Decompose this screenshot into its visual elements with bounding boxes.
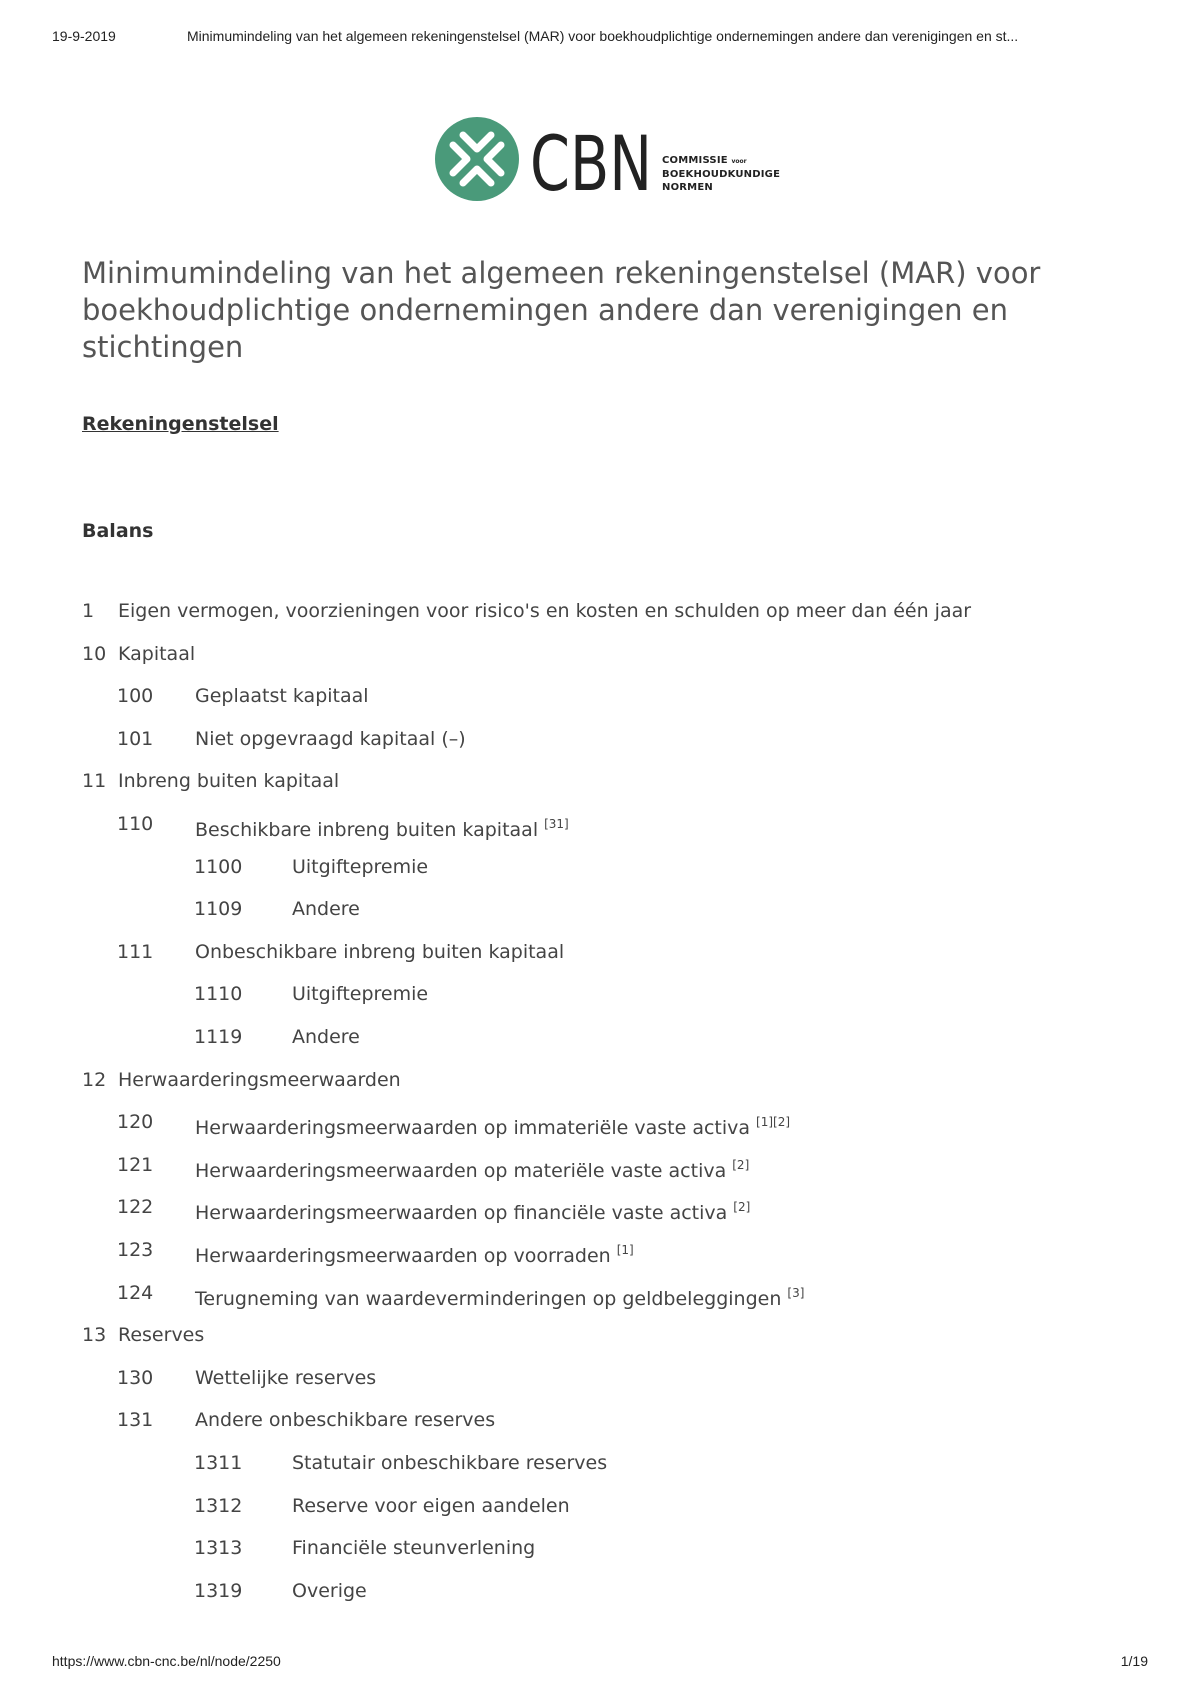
account-label-text: Kapitaal [118,643,196,665]
account-label-text: Financiële steunverlening [292,1537,536,1559]
account-code: 123 [117,1239,154,1261]
account-code: 122 [117,1196,154,1218]
account-code: 110 [117,813,154,835]
account-code: 13 [82,1324,107,1346]
account-code: 121 [117,1154,154,1176]
account-label-text: Geplaatst kapitaal [195,685,369,707]
account-label [195,724,466,754]
account-code: 10 [82,643,107,665]
account-code: 124 [117,1282,154,1304]
account-label [292,1576,367,1606]
account-label-text: Reserve voor eigen aandelen [292,1495,570,1517]
account-label-text: Statutair onbeschikbare reserves [292,1452,608,1474]
print-date: 19-9-2019 [52,28,116,44]
account-label [195,681,369,711]
account-label [292,852,428,882]
account-label-text: Andere [292,898,360,920]
cbn-tagline: COMMISSIE voor BOEKHOUDKUNDIGE NORMEN [662,155,781,193]
account-label [195,1235,634,1271]
account-label [118,1065,401,1095]
account-label [292,1533,535,1563]
account-code: 1109 [194,898,243,920]
account-label [292,1022,360,1052]
account-label-text: Terugneming van waardeverminderingen op geldbeleggingen [195,1288,782,1310]
account-label-text: Wettelijke reserves [195,1367,377,1389]
account-code: 1100 [194,856,243,878]
account-label [118,639,195,669]
account-label-text: Herwaarderingsmeerwaarden [118,1069,401,1091]
account-label [195,1405,495,1435]
account-code: 130 [117,1367,154,1389]
account-label [195,809,569,845]
account-label [292,894,360,924]
account-label-text: Reserves [118,1324,205,1346]
account-code: 100 [117,685,154,707]
cbn-wordmark: CBN [530,119,652,206]
account-code: 1119 [194,1026,243,1048]
account-label [292,979,428,1009]
account-code: 111 [117,941,154,963]
account-label-text: Uitgiftepremie [292,983,429,1005]
footnote-reference[interactable]: [2] [733,1200,751,1214]
account-label [118,766,339,796]
account-label [195,1107,790,1143]
account-label [195,1278,804,1314]
account-label [118,596,971,626]
account-label [195,1363,376,1393]
account-label-text: Niet opgevraagd kapitaal (–) [195,728,466,750]
cbn-logo-mark [430,112,660,206]
page-number: 1/19 [1120,1653,1148,1669]
account-code: 11 [82,770,107,792]
footnote-reference[interactable]: [2] [732,1158,750,1172]
account-code: 101 [117,728,154,750]
page-title: Minimumindeling van het algemeen rekeningenstelsel (MAR) voor boekhoudplichtige ondernemingen andere dan verenigingen en stichtingen [82,256,1041,364]
account-label-text: Beschikbare inbreng buiten kapitaal [195,819,539,841]
account-code: 12 [82,1069,107,1091]
print-document-title: Minimumindeling van het algemeen rekeningenstelsel (MAR) voor boekhoudplichtige ondernemingen andere dan verenigingen en st... [187,28,1019,44]
account-label [118,1320,204,1350]
account-code: 1319 [194,1580,243,1602]
account-label [195,937,564,967]
sub-heading: Balans [82,520,154,542]
account-label [195,1150,749,1186]
account-label-text: Eigen vermogen, voorzieningen voor risico's en kosten en schulden op meer dan één jaar [118,600,972,622]
account-label-text: Onbeschikbare inbreng buiten kapitaal [195,941,565,963]
account-label-text: Inbreng buiten kapitaal [118,770,340,792]
account-label-text: Overige [292,1580,367,1602]
section-heading: Rekeningenstelsel [82,413,279,435]
account-label [292,1491,570,1521]
account-label [195,1192,750,1228]
footnote-reference[interactable]: [1] [616,1243,634,1257]
account-label-text: Uitgiftepremie [292,856,429,878]
account-code: 131 [117,1409,154,1431]
account-label-text: Andere onbeschikbare reserves [195,1409,496,1431]
account-label-text: Herwaarderingsmeerwaarden op immateriële vaste activa [195,1117,751,1139]
account-label [292,1448,607,1478]
account-code: 1311 [194,1452,243,1474]
account-code: 1312 [194,1495,243,1517]
account-label-text: Herwaarderingsmeerwaarden op materiële vaste activa [195,1160,727,1182]
account-code: 1 [82,600,95,622]
account-code: 1110 [194,983,243,1005]
footnote-reference[interactable]: [3] [787,1286,805,1300]
account-code: 120 [117,1111,154,1133]
print-url: https://www.cbn-cnc.be/nl/node/2250 [52,1653,281,1669]
account-label-text: Herwaarderingsmeerwaarden op voorraden [195,1245,611,1267]
account-code: 1313 [194,1537,243,1559]
cbn-logo [430,112,790,206]
account-label-text: Herwaarderingsmeerwaarden op financiële vaste activa [195,1202,728,1224]
account-label-text: Andere [292,1026,360,1048]
footnote-reference[interactable]: [1][2] [756,1115,791,1129]
footnote-reference[interactable]: [31] [544,817,569,831]
